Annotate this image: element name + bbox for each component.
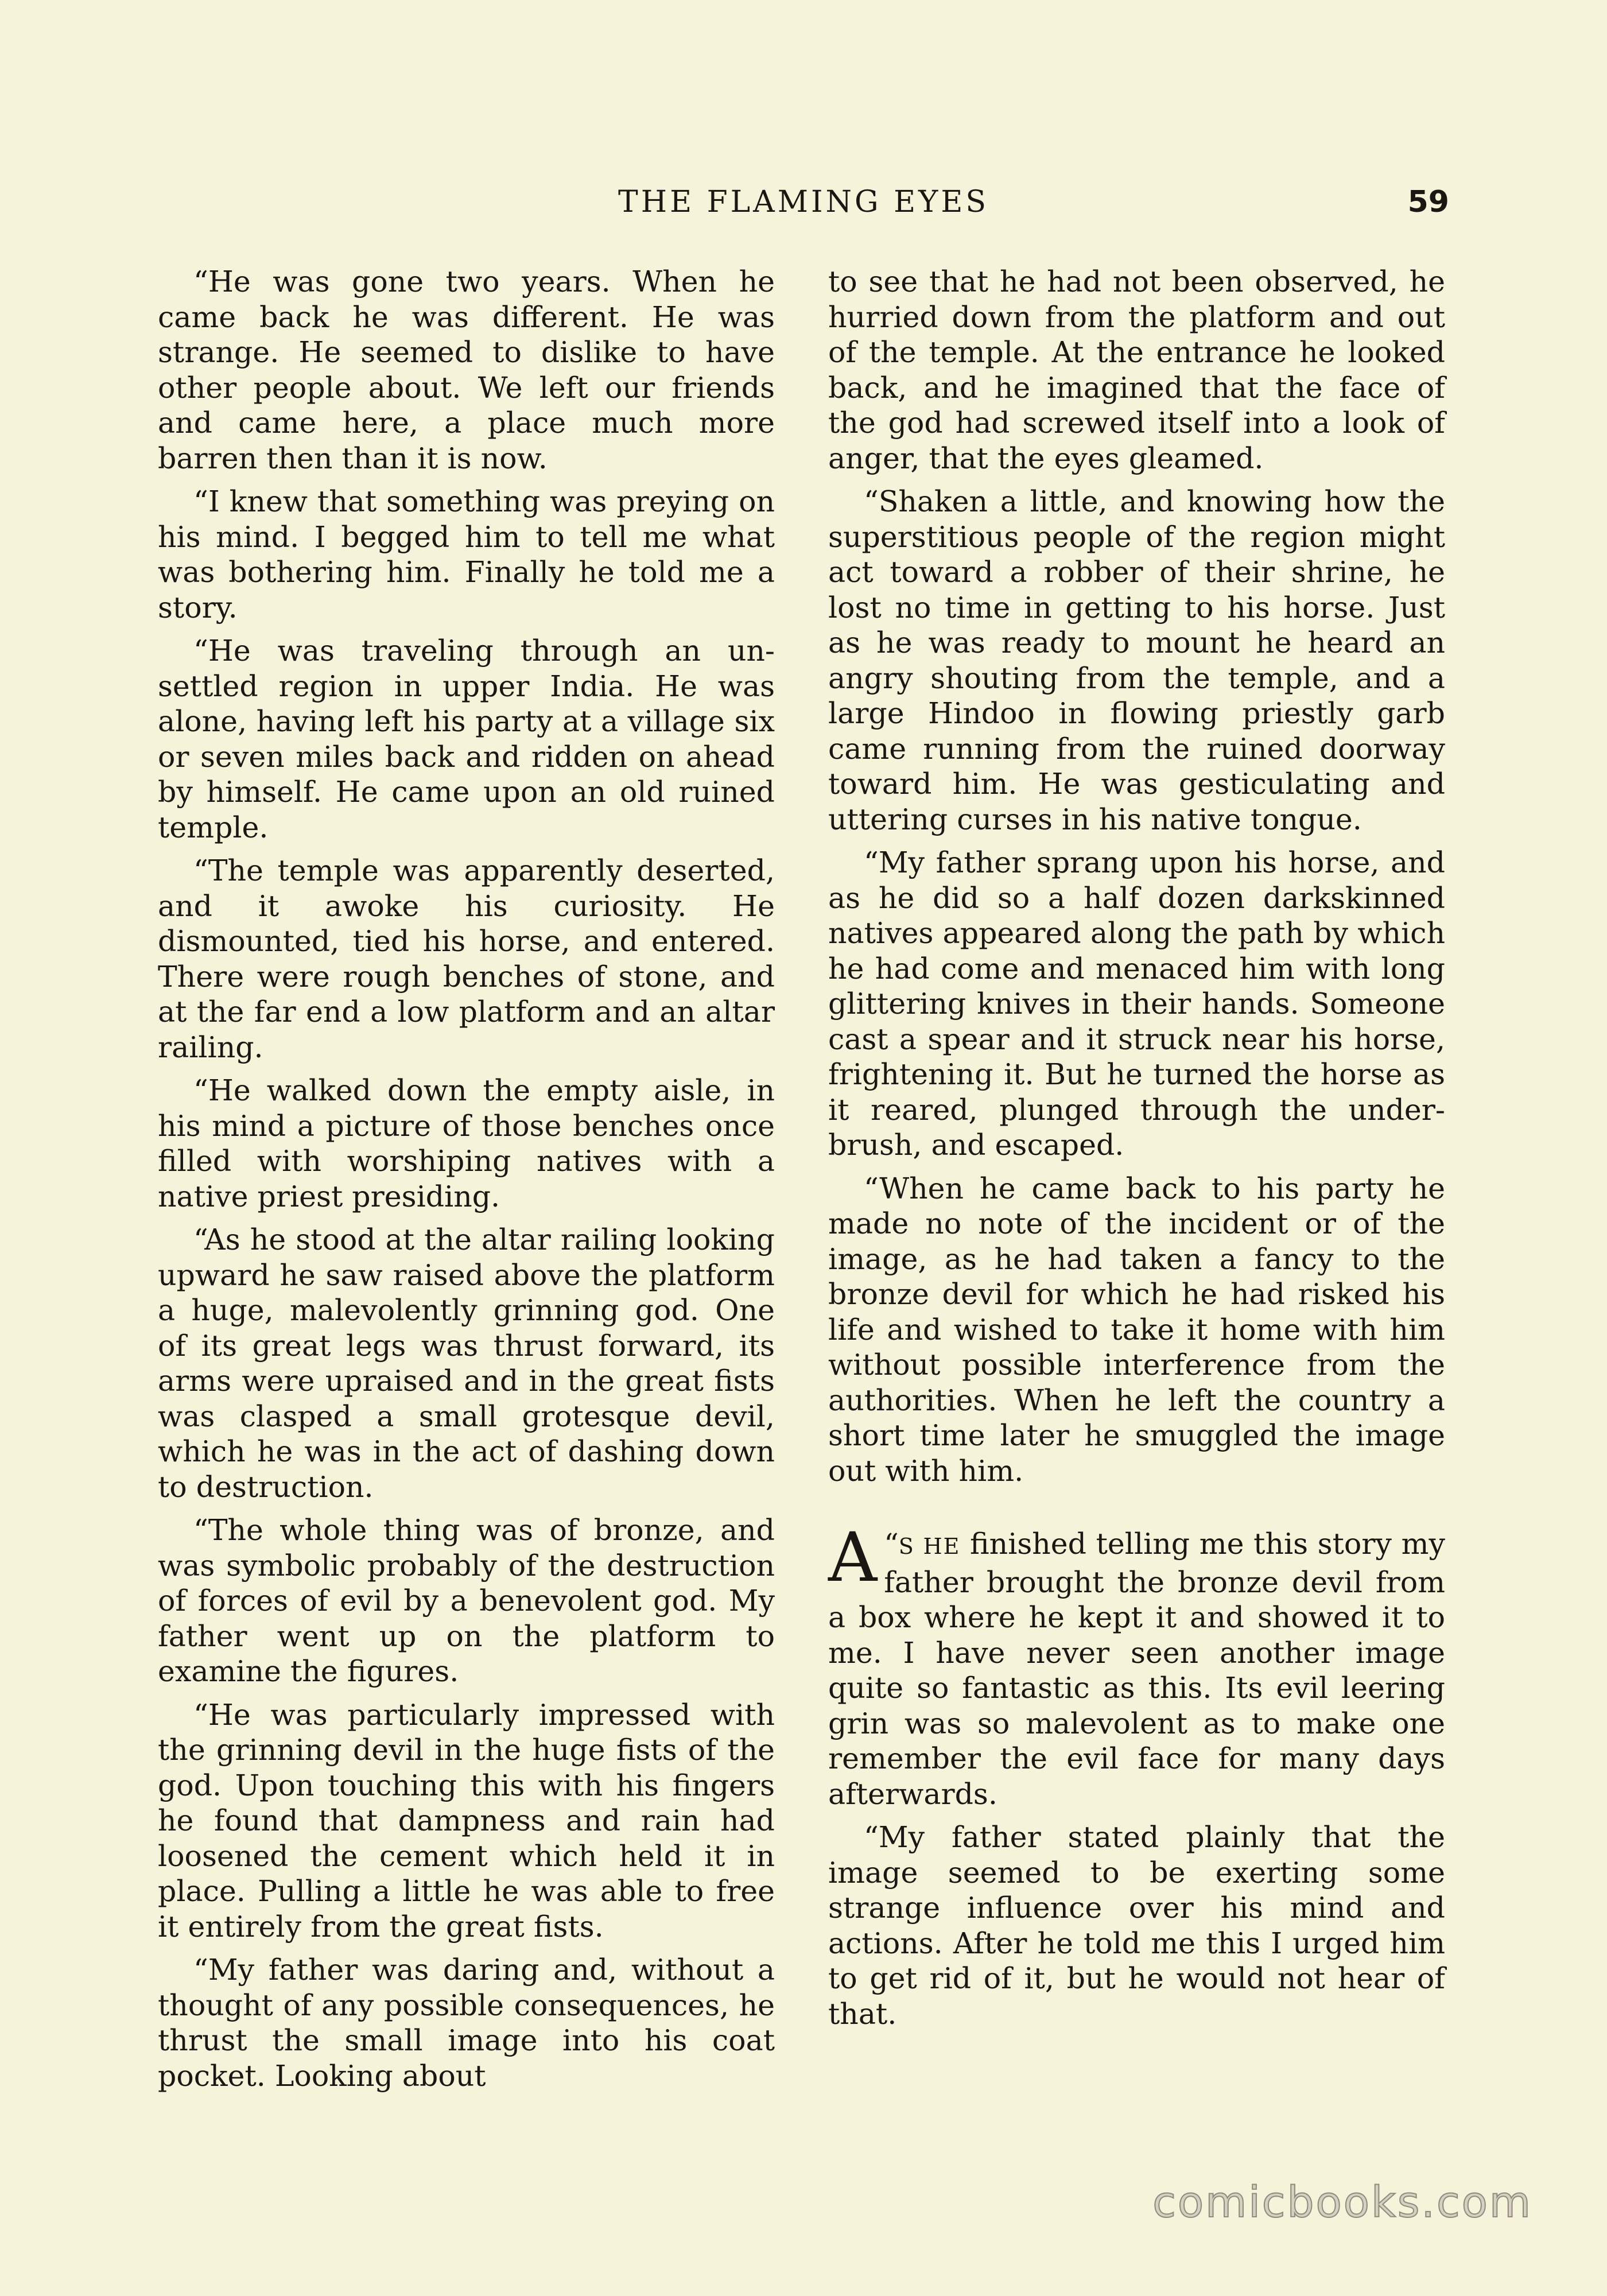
paragraph: “As he stood at the altar railing looking upward he saw raised above the platform a huge, malevolently grinning god. One of its great legs was thrust forward, its arms were upraised and in the great fists was clasped a small grotesque devil, which he was in the act of dashing down to destruction. (158, 1223, 775, 1504)
section-opening-paragraph (828, 1518, 1445, 1812)
paragraph: “He was particularly impressed with the grinning devil in the huge fists of the god. Upon touching this with his fingers he found that dampness and rain had loosened the cement which held it in place. Pulling a little he was able to free it entirely from the great fists. (158, 1697, 775, 1944)
section-text: finished telling me this story my father brought the bronze devil from a box where he kept it and showed it to me. I have never seen another image quite so fantastic as this. Its evil leering grin was so malevolent as to make one remember the evil face for many days afterwards. (828, 1527, 1445, 1811)
drop-cap: A (828, 1518, 878, 1597)
paragraph: “He was gone two years. When he came back he was different. He was strange. He seemed to dislike to have other people about. We left our friends and came here, a place much more barren then than it is now. (158, 265, 775, 475)
paragraph: “My father stated plainly that the image seemed to be exerting some strange influence over his mind and actions. After he told me this I urged him to get rid of it, but he would not hear of that. (828, 1820, 1445, 2031)
page-header (158, 179, 1449, 225)
paragraph: “Shaken a little, and knowing how the superstitious people of the region might act toward a robber of their shrine, he lost no time in getting to his horse. Just as he was ready to mount he heard an angry shouting from the temple, and a large Hindoo in flowing priestly garb came running from the ruined doorway toward him. He was gesticulating and uttering curses in his native tongue. (828, 484, 1445, 836)
paragraph: “He was traveling through an unsettled region in upper India. He was alone, having left his party at a village six or seven miles back and ridden on ahead by himself. He came upon an old ruined temple. (158, 634, 775, 844)
page-number: 59 (1407, 185, 1449, 219)
paragraph: “The whole thing was of bronze, and was symbolic probably of the destruction of forces of evil by a benevolent god. My father went up on the platform to examine the figures. (158, 1513, 775, 1688)
paragraph: “When he came back to his party he made no note of the incident or of the image, as he had taken a fancy to the bronze devil for which he had risked his life and wished to take it home with him without possible interference from the authorities. When he left the country a short time later he smuggled the image out with him. (828, 1171, 1445, 1488)
running-title: THE FLAMING EYES (618, 185, 989, 219)
section-break (828, 1496, 1445, 1526)
paragraph: “He walked down the empty aisle, in his mind a picture of those benches once filled with worshiping natives with a native priest presiding. (158, 1073, 775, 1213)
paragraph: “My father sprang upon his horse, and as he did so a half dozen darkskinned natives appeared along the path by which he had come and menaced him with long glittering knives in their hands. Someone cast a spear and it struck near his horse, frightening it. But he turned the horse as it reared, plunged through the underbrush, and escaped. (828, 846, 1445, 1162)
continued-paragraph: to see that he had not been observed, he hurried down from the platform and out of the temple. At the entrance he looked back, and he imagined that the face of the god had screwed itself into a look of anger, that the eyes gleamed. (828, 265, 1445, 475)
left-column (158, 264, 775, 2101)
small-caps-lead: S HE (898, 1534, 961, 1559)
paragraph: “I knew that something was preying on his mind. I begged him to tell me what was bothering him. Finally he told me a story. (158, 484, 775, 625)
watermark: comicbooks.com (1152, 2178, 1532, 2227)
paragraph: “My father was daring and, without a thought of any possible consequences, he thrust the small image into his coat pocket. Looking about (158, 1953, 775, 2093)
paragraph: “The temple was apparently deserted, and it awoke his curiosity. He dismounted, tied his horse, and entered. There were rough benches of stone, and at the far end a low platform and an altar railing. (158, 854, 775, 1064)
opening-quote: “ (884, 1527, 899, 1561)
right-column (828, 264, 1445, 2039)
